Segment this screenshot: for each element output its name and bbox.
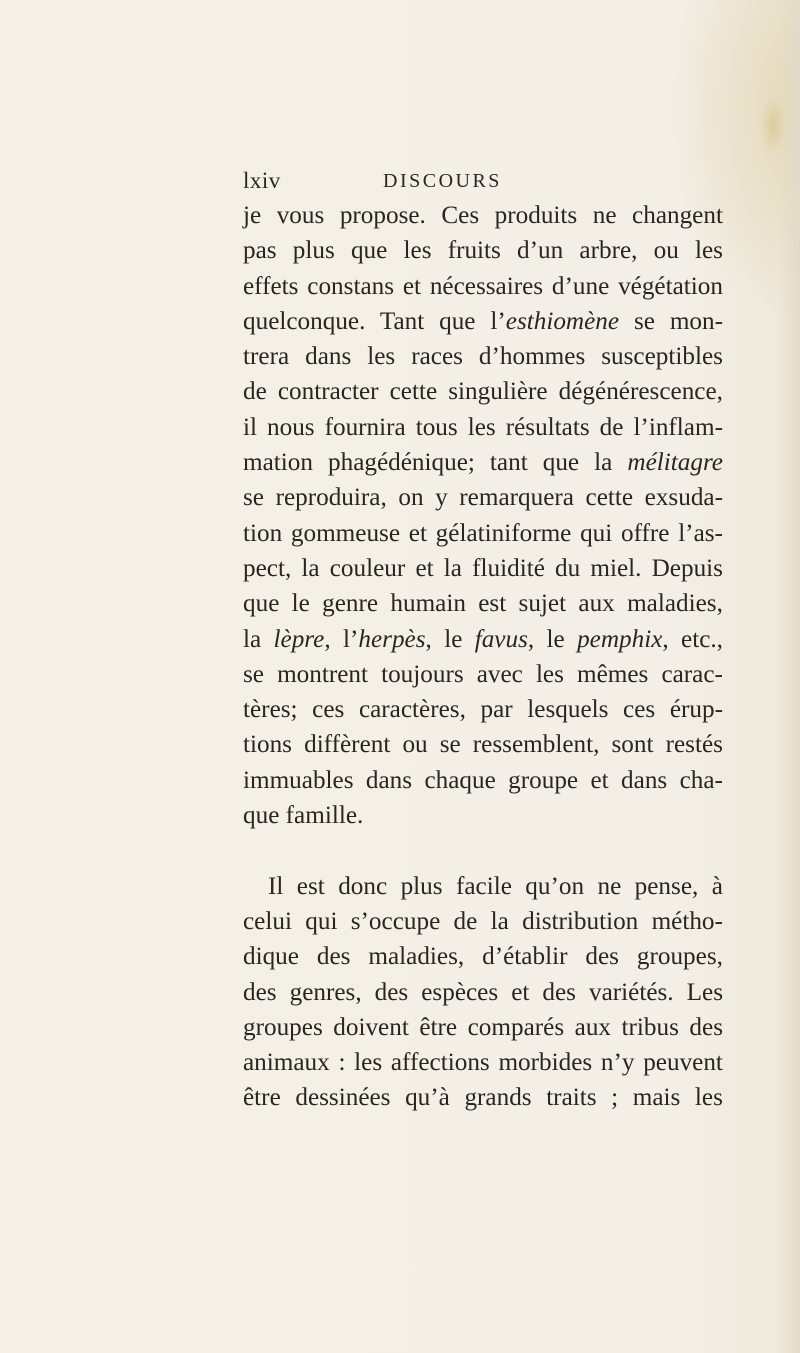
word: fluidité — [472, 554, 545, 582]
word: susceptibles — [601, 343, 723, 371]
word: et — [408, 519, 427, 547]
word: exsuda- — [644, 484, 723, 512]
word: chaque — [424, 766, 496, 794]
word: lesquels — [527, 696, 609, 724]
word: métho- — [651, 907, 723, 935]
page-edge-shadow — [778, 0, 800, 1353]
word: les — [403, 237, 432, 265]
text-line — [243, 692, 723, 727]
text-line — [243, 1045, 723, 1080]
text-line — [243, 1080, 723, 1115]
word: restés — [665, 731, 723, 759]
word: espèces — [421, 978, 499, 1006]
text-line — [243, 516, 723, 551]
word: effets — [243, 272, 299, 300]
text-line — [243, 480, 723, 515]
word: cha- — [679, 766, 723, 794]
word: montrent — [277, 660, 368, 688]
word: d’établir — [482, 943, 568, 971]
word: maladies, — [627, 590, 723, 618]
word: nécessaires — [429, 272, 544, 300]
word: sujet — [518, 590, 567, 618]
text-line: que famille. — [243, 802, 364, 830]
word: des — [585, 943, 619, 971]
word: qu’on — [525, 872, 585, 900]
word: dégénérescence, — [558, 378, 723, 406]
word: ou — [402, 731, 428, 759]
word: être — [243, 1084, 281, 1112]
word: se — [243, 660, 264, 688]
word: on — [398, 484, 424, 512]
word: ne — [592, 202, 617, 229]
word: : — [338, 1049, 346, 1077]
word: contracter — [277, 378, 379, 406]
word: et — [511, 978, 530, 1006]
word: dans — [365, 766, 413, 794]
word: s’occupe — [350, 907, 441, 935]
word: humain — [390, 590, 466, 618]
word: constans — [307, 272, 395, 300]
word: sont — [611, 731, 654, 759]
word: est — [296, 872, 325, 900]
word: pense, — [634, 872, 699, 900]
word: comparés — [467, 1013, 565, 1041]
word: être — [419, 1013, 458, 1041]
word: dique — [243, 943, 299, 971]
word: trera — [243, 343, 290, 371]
word: la — [443, 554, 462, 582]
text-line — [243, 657, 723, 692]
word: qui — [580, 519, 613, 547]
word: plus — [292, 237, 335, 265]
text-segment: quelconque. Tant que l’esthiomène se mon- — [243, 307, 724, 335]
word: aux — [578, 590, 615, 618]
text-line — [243, 445, 723, 480]
word: morbides — [498, 1049, 593, 1077]
word: il — [243, 413, 257, 441]
word: se — [243, 484, 264, 512]
word: qu’à — [405, 1084, 450, 1112]
word: pect, — [243, 554, 292, 582]
word: pas — [243, 237, 277, 265]
word: caractères, — [358, 696, 466, 724]
word: miel. — [590, 554, 642, 582]
text-line — [243, 1010, 723, 1045]
word: résultats — [505, 413, 590, 441]
word: du — [555, 554, 581, 582]
word: groupes, — [636, 943, 723, 971]
word: affections — [390, 1049, 490, 1077]
word: érup- — [669, 696, 723, 724]
word: facile — [455, 872, 512, 900]
word: mais — [632, 1084, 681, 1112]
word: ces — [623, 696, 656, 724]
word: ces — [312, 696, 345, 724]
word: que — [350, 237, 388, 265]
word: cette — [585, 484, 634, 512]
page-number: lxiv — [243, 168, 281, 193]
word: le — [291, 590, 310, 618]
word: toujours — [381, 660, 464, 688]
word: maladies, — [368, 943, 465, 971]
word: grands — [464, 1084, 532, 1112]
word: changent — [632, 202, 723, 229]
text-line — [243, 727, 723, 762]
word: gommeuse — [290, 519, 401, 547]
paper-stain — [760, 95, 786, 155]
word: des — [316, 943, 351, 971]
word: animaux — [243, 1049, 330, 1077]
word: offre — [620, 519, 670, 547]
text-segment: mation phagédénique; tant que la mélitagre — [243, 449, 723, 477]
paragraph-gap — [243, 833, 723, 868]
word: se — [439, 731, 461, 759]
word: les — [695, 237, 723, 265]
word: des — [689, 1013, 723, 1041]
word: dans — [621, 766, 668, 794]
word: singulière — [448, 378, 548, 406]
word: distribution — [522, 907, 639, 935]
word: genres, — [289, 978, 362, 1006]
word: ne — [597, 872, 622, 900]
word: produits — [494, 202, 578, 229]
word: d’un — [517, 237, 564, 265]
word: ; — [611, 1084, 619, 1112]
word: tions — [243, 731, 292, 759]
word: Il — [268, 872, 284, 900]
word: et — [402, 272, 422, 300]
text-line — [243, 763, 723, 798]
text-line — [243, 269, 723, 304]
word: végétation — [618, 272, 723, 300]
word: la — [301, 554, 320, 582]
text-line — [243, 939, 723, 974]
word: doivent — [333, 1013, 409, 1041]
word: couleur — [329, 554, 406, 582]
text-line — [243, 975, 723, 1010]
text-line — [243, 586, 723, 621]
word: y — [435, 484, 448, 512]
word: les — [354, 1049, 383, 1077]
body-text — [243, 198, 723, 1116]
word: la — [490, 907, 509, 935]
word: carac- — [661, 660, 723, 688]
word: à — [711, 872, 723, 900]
word: ressemblent, — [472, 731, 600, 759]
word: les — [694, 1084, 723, 1112]
word: aux — [574, 1013, 612, 1041]
text-segment: la lèpre, l’herpès, le favus, le pemphix, etc., — [243, 625, 723, 653]
word: dans — [305, 343, 352, 371]
word: remarquera — [459, 484, 574, 512]
text-line — [243, 233, 723, 268]
word: immuables — [243, 766, 354, 794]
word: arbre, — [579, 237, 638, 265]
word: les — [467, 413, 496, 441]
word: Depuis — [651, 554, 723, 582]
word: celui — [243, 907, 292, 935]
word: Les — [686, 978, 723, 1006]
word: de — [599, 413, 624, 441]
word: qui — [305, 907, 338, 935]
word: reproduira, — [275, 484, 387, 512]
word: propose. — [339, 202, 426, 229]
word: l’inflam- — [633, 413, 723, 441]
word: des — [374, 978, 409, 1006]
word: mêmes — [577, 660, 649, 688]
word: tous — [415, 413, 458, 441]
word: fournira — [324, 413, 406, 441]
word: peuvent — [643, 1049, 723, 1077]
text-line — [243, 551, 723, 586]
word: des — [243, 978, 277, 1006]
word: plus — [400, 872, 443, 900]
word: je — [243, 202, 262, 229]
word: vous — [276, 202, 325, 229]
word: traits — [546, 1084, 597, 1112]
word: diffèrent — [304, 731, 391, 759]
page-header — [243, 168, 723, 200]
word: cette — [389, 378, 438, 406]
word: et — [590, 766, 609, 794]
word: les — [535, 660, 564, 688]
word: nous — [267, 413, 315, 441]
word: donc — [338, 872, 388, 900]
word: ou — [653, 237, 679, 265]
text-line — [243, 304, 723, 339]
word: des — [542, 978, 576, 1006]
text-line — [243, 869, 723, 904]
word: dessinées — [295, 1084, 391, 1112]
text-line — [243, 904, 723, 939]
word: que — [243, 590, 280, 618]
word: l’as- — [678, 519, 723, 547]
word: les — [367, 343, 396, 371]
word: avec — [476, 660, 523, 688]
word: tères; — [243, 696, 298, 724]
running-title: DISCOURS — [383, 170, 502, 192]
word: d’hommes — [478, 343, 586, 371]
word: de — [243, 378, 267, 406]
word: n’y — [600, 1049, 635, 1077]
word: groupes — [243, 1013, 323, 1041]
word: variétés. — [588, 978, 674, 1006]
word: races — [411, 343, 463, 371]
word: par — [480, 696, 513, 724]
text-line — [243, 622, 723, 657]
word: d’une — [551, 272, 610, 300]
word: fruits — [447, 237, 501, 265]
word: genre — [322, 590, 379, 618]
text-line — [243, 198, 723, 233]
word: Ces — [441, 202, 480, 229]
word: groupe — [508, 766, 579, 794]
text-line — [243, 374, 723, 409]
word: est — [478, 590, 507, 618]
text-line — [243, 410, 723, 445]
text-line — [243, 339, 723, 374]
word: gélatiniforme — [435, 519, 572, 547]
word: tion — [243, 519, 283, 547]
word: tribus — [621, 1013, 679, 1041]
word: de — [453, 907, 478, 935]
word: et — [415, 554, 434, 582]
